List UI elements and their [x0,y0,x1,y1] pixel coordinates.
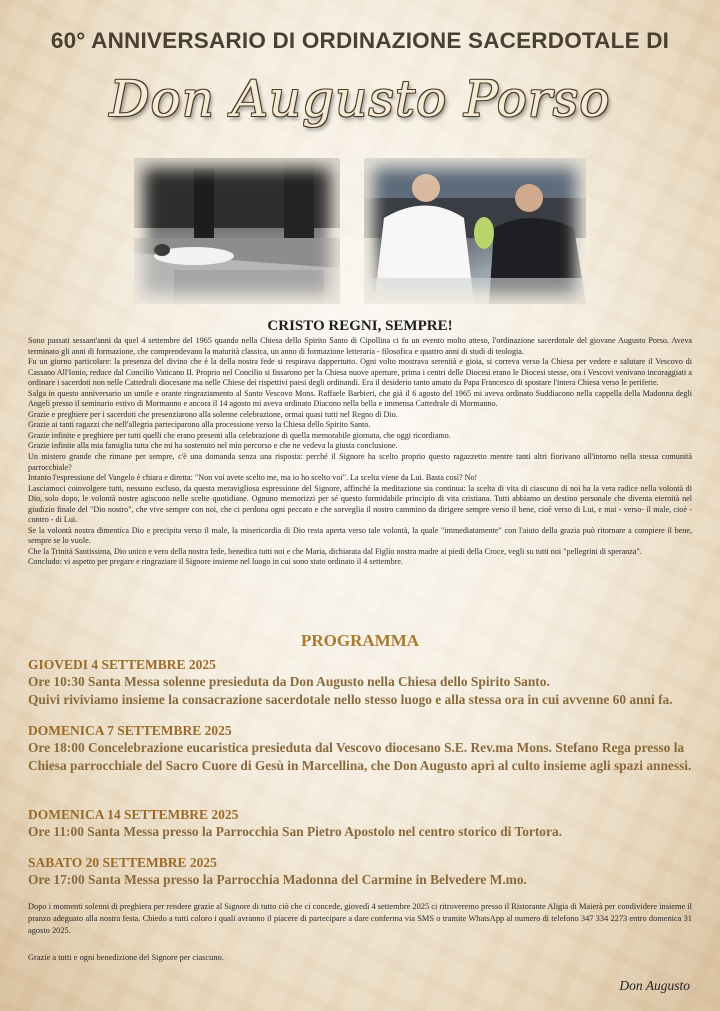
message-paragraph: Intanto l'espressione del Vangelo è chiara e diretta: "Non voi avete scelto me, ma io ho scelto voi". La scelta viene da Lui. Basta così? No! [28,473,478,483]
message-paragraph: Concludo: vi aspetto per pregare e ringraziare il Signore insieme nel luogo in cui sono stato ordinato il 4 settembre. [28,557,404,567]
event-line: Ore 10:30 Santa Messa solenne presieduta da Don Augusto nella Chiesa dello Spirito Santo. [28,674,550,689]
message-body [28,336,692,568]
ordination-photo [134,158,340,304]
message-paragraph: Sono passati sessant'anni da quel 4 settembre del 1965 quando nella Chiesa dello Spirito Santo di Cipollina ci fu un evento molto atteso, l'ordinazione sacerdotale del giovane Augusto Porso. Aveva terminato gli anni di formazione, che comprendevano la maturità classica, un anno di formazione letteraria - filosofica e quattro anni di studi di teologia. [28,336,692,356]
event-line: Ore 18:00 Concelebrazione eucaristica presieduta dal Vescovo diocesano S.E. Rev.ma Mons. Stefano Rega presso la Chiesa parrocchiale del Sacro Cuore di Gesù in Marcellina, che Don Augusto aprì al culto insieme agli spazi annessi. [28,740,692,773]
signature: Don Augusto [619,978,690,993]
event-day: GIOVEDI 4 SETTEMBRE 2025 [28,657,216,672]
message-paragraph: Grazie infinite e preghiere per tutti quelli che erano presenti alla celebrazione di quella memorabile giornata, che oggi ricordiamo. [28,430,451,440]
message-paragraph: Un mistero grande che rimane per sempre, c'è una domanda senza una risposta: perché il Signore ha scelto proprio questo ragazzetto mentre tanti altri fiorivano all'intorno nella stessa comunità parrocchiale? [28,452,692,472]
program-event [28,722,698,775]
event-day: DOMENICA 7 SETTEMBRE 2025 [28,723,232,738]
photo-fade [364,158,586,304]
message-heading: CRISTO REGNI, SEMPRE! [267,318,453,334]
programma-title: PROGRAMMA [300,631,420,650]
event-line: Quivi riviviamo insieme la consacrazione sacerdotale nello stesso luogo e alla stessa ora in cui avvenne 60 anni fa. [28,692,673,707]
photo-fade [134,158,340,304]
message-paragraph: Lasciamoci coinvolgere tutti, nessuno escluso, da questa meravigliosa espressione del Signore, affinché la meditazione sia continua: la scelta di vita di ciascuno di noi ha la vera radice nella volontà di Dio, solo dopo, le volontà nostre agiscono nelle scelte quotidiane. Ognuno memorizzi per sé questo formidabile principio di vita cristiana. Tutti abbiamo un destino personale che diventa eternità nel giudizio finale del "Dio nostro", che vive sempre con noi, che ci perdona ogni peccato e che sorveglia il nostro cammino da dirigere sempre verso il bene, cioè verso di Lui, e mai - verso- il male, cioè - contro - di Lui. [28,483,692,525]
message-paragraph: Grazie e preghiere per i sacerdoti che presenziarono alla solenne celebrazione, ormai quasi tutti nel Regno di Dio. [28,409,398,419]
program-event [28,806,698,841]
event-day: DOMENICA 14 SETTEMBRE 2025 [28,807,239,822]
program-event [28,854,698,889]
event-day: SABATO 20 SETTEMBRE 2025 [28,855,217,870]
message-paragraph: Grazie ai tanti ragazzi che nell'allegria parteciparono alla processione verso la Chiesa dello Spirito Santo. [28,420,371,430]
message-paragraph: Salga in questo anniversario un umile e orante ringraziamento al Santo Vescovo Mons. Raffaele Barbieri, che già il 6 agosto del 1965 mi aveva ordinato Suddiacono nella cappella della Madonna degli Angeli presso il seminario estivo di Mormanno e ancora il 14 agosto mi aveva ordinato Diacono nella bella e immensa Cattedrale di Mormanno. [28,388,692,409]
anniversary-title: 60° ANNIVERSARIO DI ORDINAZIONE SACERDOTALE DI [50,28,670,53]
message-paragraph: Grazie infinite alla mia famiglia tutta che mi ha sostenuto nel mio percorso e che ne vedeva la giusta conclusione. [28,441,398,451]
message-paragraph: Fu un giorno particolare: la presenza del divino che è la della nostra fede si respirava dappertutto. Ogni volto mostrava serenità e gioia, si correva verso la Chiesa per vedere e salutare il Vescovo di Cassano All'Ionio, reduce dal Concilio Vaticano II. Proprio nel Concilio si fissarono per la Chiesa nuove aperture, prima i centri delle Diocesi erano le Diocesi stesse, ora i Vescovi venivano incoraggiati a ordinare i sacerdoti non nelle Cattedrali diocesane ma nelle Chiese dei rispettivi paesi degli ordinandi. Era il desiderio tanto amato da Papa Francesco di spostare l'intera Chiesa verso le periferie. [28,357,692,388]
event-line: Ore 17:00 Santa Messa presso la Parrocchia Madonna del Carmine in Belvedere M.mo. [28,872,527,887]
pope-photo [364,158,586,304]
thanks-line: Grazie a tutti e ogni benedizione del Signore per ciascuno. [28,953,224,962]
message-paragraph: Che la Trinità Santissima, Dio unico e vero della nostra fede, benedica tutti noi e che Maria, dichiarata dal Figlio nostra madre ai piedi della Croce, vegli su tutti noi "pellegrini di speranza". [28,546,642,556]
lunch-invitation: Dopo i momenti solenni di preghiera per rendere grazie al Signore di tutto ciò che ci concede, giovedì 4 settembre 2025 ci ritroveremo presso il Ristorante Aligia di Maierà per condividere insieme il pranzo adeguato alla nostra festa. Chiedo a tutti coloro i quali avranno il piacere di partecipare a dare conferma via SMS o tramite WhatsApp al numero di telefono 347 334 2273 entro domenica 31 agosto 2025. [28,902,692,936]
priest-name-title: Don Augusto Porso [109,70,611,128]
program-event [28,656,698,709]
event-line: Ore 11:00 Santa Messa presso la Parrocchia San Pietro Apostolo nel centro storico di Tortora. [28,824,562,839]
message-paragraph: Se la volontà nostra dimentica Dio e precipita verso il male, la misericordia di Dio resta aperta verso tale volontà, la quale "immediatamente" con l'aiuto della grazia può ritornare a compiere il bene, sempre se lo vuole. [28,525,692,546]
